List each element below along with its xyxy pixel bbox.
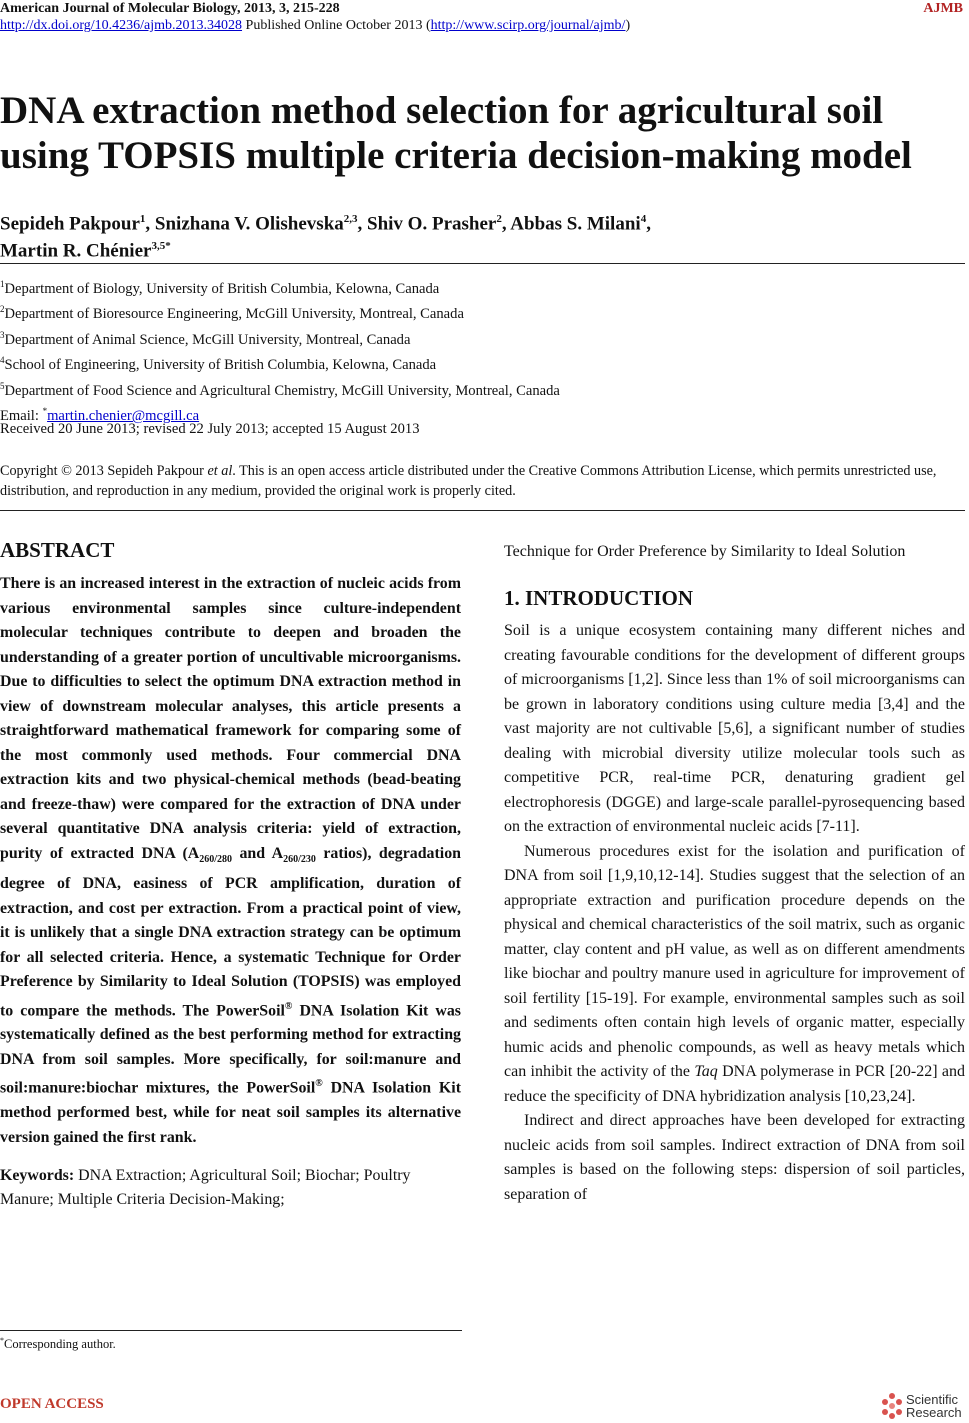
received-dates: Received 20 June 2013; revised 22 July 2013; accepted 15 August 2013 — [0, 421, 420, 437]
doi-link[interactable]: http://dx.doi.org/10.4236/ajmb.2013.34028 — [0, 18, 243, 33]
abstract-part: DNA Isolation Kit was systematically defined as the best performing method for extracting DNA from soil samples. More specifically, for soil:manure and soil:manure:biochar mixtures, the PowerSoil — [0, 1001, 461, 1097]
affil-text: Department of Bioresource Engineering, McGill University, Montreal, Canada — [4, 306, 464, 323]
copyright-before: Copyright © 2013 Sepideh Pakpour — [0, 463, 208, 479]
affiliation — [0, 325, 960, 350]
abstract-part: ratios), degradation degree of DNA, easiness of PCR amplification, duration of extraction, and cost per extraction. From a practical point of view, it is unlikely that a single DNA extraction strategy can be optimum for all selected criteria. Hence, a systematic Technique for Order Preference by Similarity to Ideal Solution (TOPSIS) was employed to compare the methods. The PowerSoil — [0, 844, 461, 1019]
introduction-heading: 1. INTRODUCTION — [504, 586, 694, 610]
author-sup: 2,3 — [343, 213, 358, 225]
abstract-part: There is an increased interest in the extraction of nucleic acids from various environmental samples since culture-independent molecular techniques contribute to deepen and broaden the understanding of a greater portion of uncultivable microorganisms. Due to difficulties to select the optimum DNA extraction method in view of downstream molecular analyses, this article presents a straightforward mathematical framework for comparing some of the most commonly used methods. Four commercial DNA extraction kits and two physical-chemical methods (bead-beating and freeze-thaw) were compared for the extraction of DNA under several quantitative DNA analysis criteria: yield of extraction, purity of extracted DNA (A — [0, 575, 461, 862]
affil-num: 5 — [0, 380, 5, 391]
affil-text: Department of Animal Science, McGill University, Montreal, Canada — [4, 331, 411, 348]
right-column — [504, 540, 965, 1207]
taq-italic: Taq — [694, 1063, 718, 1080]
logo-dots-icon — [880, 1393, 904, 1419]
logo-line: Research — [906, 1405, 962, 1420]
registered-mark: ® — [284, 1000, 293, 1012]
abstract-part: DNA Isolation Kit method performed best, while for neat soil samples its alternative version gained the first rank. — [0, 1079, 462, 1146]
footnote-text: Corresponding author. — [4, 1337, 116, 1352]
affiliation — [0, 376, 960, 401]
header-rule — [0, 263, 965, 264]
intro-paragraph: Indirect and direct approaches have been developed for extracting nucleic acids from soil samples. Indirect extraction of DNA from soil samples is based on the following steps: dispersion of soil particles, separation of — [504, 1112, 965, 1203]
author-sup: 2 — [496, 213, 502, 225]
keywords-label: Keywords: — [0, 1167, 75, 1185]
footnote-rule — [0, 1330, 462, 1331]
affil-text: Department of Biology, University of British Columbia, Kelowna, Canada — [4, 280, 440, 297]
registered-mark: ® — [315, 1078, 323, 1090]
author-sep: , — [357, 213, 368, 235]
abstract-sub: 260/230 — [283, 853, 316, 865]
author-sep: , — [646, 213, 651, 235]
author-name: Martin R. Chénier — [0, 240, 152, 262]
keywords-continued: Technique for Order Preference by Similarity to Ideal Solution — [504, 543, 906, 560]
article-title: DNA extraction method selection for agricultural soil using TOPSIS multiple criteria decision-making model — [0, 89, 912, 177]
footnote — [0, 1336, 116, 1352]
copyright-etal: et al — [207, 463, 233, 479]
close-paren: ) — [625, 18, 631, 33]
author-sep: , — [501, 213, 511, 235]
intro-part: DNA polymerase in PCR [20-22] and reduce the specificity of DNA hybridization analysis [10,23,24]. — [504, 1063, 966, 1105]
author-sup: 1 — [139, 213, 146, 225]
intro-paragraph: Soil is a unique ecosystem containing many different niches and creating favourable conditions for the development of different groups of microorganisms [1,2]. Since less than 1% of soil microorganisms can be grown in laboratory conditions using culture media [3,4] and the vast majority are not cultivable [5,6], a significant number of studies dealing with microbial diversity utilize molecular tools such as competitive PCR, real-time PCR, denaturing gradient gel electrophoresis (DGGE) and large-scale parallel-pyrosequencing based on the extraction of environmental nucleic acids [7-11]. — [504, 622, 965, 835]
author-name: Snizhana V. Olishevska — [154, 213, 344, 235]
affil-num: 2 — [0, 304, 5, 315]
author-sup: 3,5* — [151, 240, 171, 253]
affil-text: School of Engineering, University of British Columbia, Kelowna, Canada — [4, 357, 437, 374]
logo-text — [906, 1393, 962, 1419]
copyright-notice — [0, 461, 963, 501]
section-rule — [0, 510, 965, 511]
open-access-label: OPEN ACCESS — [0, 1396, 104, 1412]
affil-num: 1 — [0, 279, 5, 289]
logo-line: Scientific — [906, 1392, 959, 1407]
author-name: Abbas S. Milani — [510, 213, 641, 235]
email-star: * — [42, 406, 48, 417]
affiliations — [0, 274, 960, 427]
abstract-heading: ABSTRACT — [0, 538, 115, 562]
author-sep: , — [145, 213, 155, 235]
journal-code: AJMB — [923, 1, 963, 16]
email-link[interactable]: martin.chenier@mcgill.ca — [47, 408, 200, 425]
keywords-text: DNA Extraction; Agricultural Soil; Biochar; Poultry Manure; Multiple Criteria Decision-Making; — [0, 1167, 411, 1209]
abstract-sub: 260/280 — [199, 853, 233, 865]
publisher-logo — [880, 1391, 966, 1421]
intro-part: Numerous procedures exist for the isolation and purification of DNA from soil [1,9,10,12-14]. Studies suggest that the selection of an appropriate extraction and purification procedure depends on the physical and chemical characteristics of the soil matrix, such as organic matter, clay content and pH value, as well as on different amendments like biochar and poultry manure used in agriculture for improvement of soil fertility [15-19]. For example, environmental samples such as soil and sediments often contain high levels of organic matter, especially humic acids and phenolic compounds, as well as heavy metals which can inhibit the activity of the — [504, 842, 965, 1080]
journal-citation: American Journal of Molecular Biology, 2013, 3, 215-228 — [0, 1, 340, 16]
footnote-star: * — [0, 1336, 4, 1345]
abstract-part: and A — [232, 844, 284, 862]
affil-num: 4 — [0, 355, 5, 366]
author-name: Shiv O. Prasher — [367, 213, 497, 235]
left-column — [0, 538, 461, 1212]
copyright-after: . This is an open access article distributed under the Creative Commons Attribution License, which permits unrestricted use, distribution, and reproduction in any medium, provided the original work is properly cited. — [0, 463, 937, 499]
journal-link[interactable]: http://www.scirp.org/journal/ajmb/ — [430, 18, 626, 33]
author-name: Sepideh Pakpour — [0, 213, 140, 235]
affil-text: Department of Food Science and Agricultural Chemistry, McGill University, Montreal, Canada — [4, 382, 560, 399]
author-sup: 4 — [640, 213, 647, 225]
email-label: Email: — [0, 408, 43, 425]
running-header — [0, 0, 963, 34]
author-list — [0, 208, 960, 263]
intro-paragraph — [504, 840, 965, 1110]
affiliation — [0, 299, 960, 324]
affiliation — [0, 274, 960, 299]
affiliation — [0, 350, 960, 375]
published-text: Published Online October 2013 ( — [242, 18, 431, 33]
affil-num: 3 — [0, 329, 5, 340]
abstract-text — [0, 572, 461, 1150]
keywords — [0, 1164, 461, 1212]
